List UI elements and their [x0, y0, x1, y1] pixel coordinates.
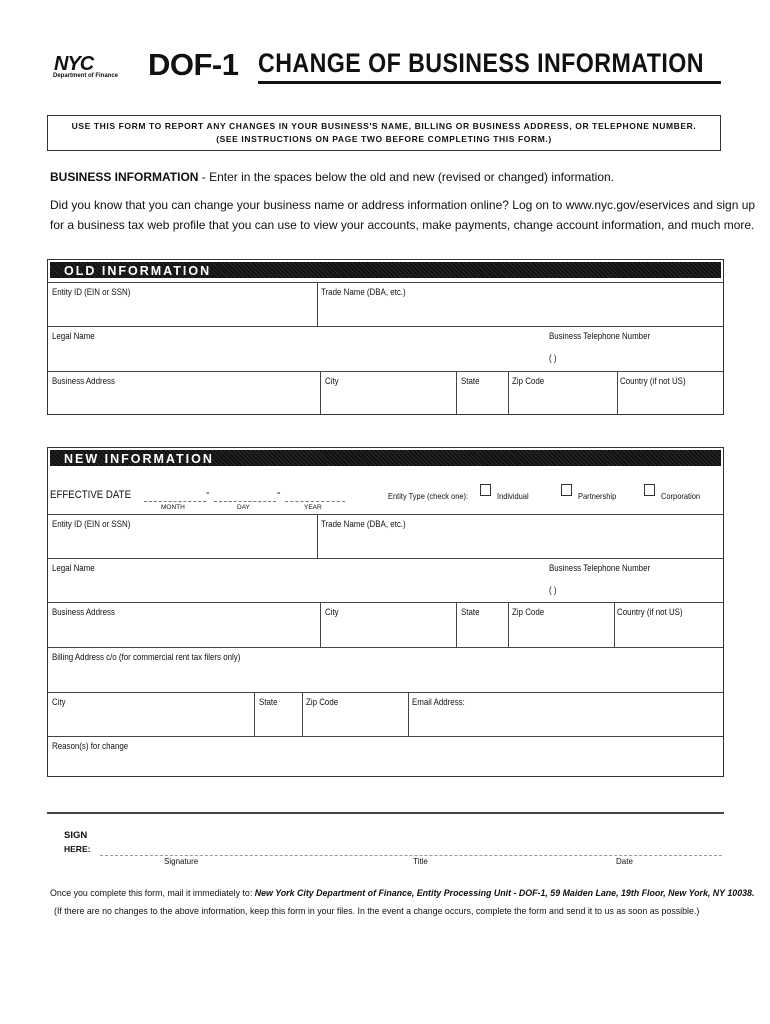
signature-divider — [47, 812, 724, 814]
billing-address-label[interactable]: Billing Address c/o (for commercial rent tax filers only) — [52, 652, 241, 662]
form-id: DOF-1 — [148, 47, 239, 82]
old-address-label[interactable]: Business Address — [52, 376, 115, 386]
new-city-label: City — [325, 607, 339, 617]
new-city-cell[interactable] — [320, 603, 456, 647]
date-caption: Date — [616, 857, 633, 866]
old-state-cell[interactable] — [456, 372, 508, 415]
old-entity-id-label[interactable]: Entity ID (EIN or SSN) — [52, 287, 131, 297]
old-city-cell[interactable] — [320, 372, 456, 415]
reasons-row — [48, 736, 723, 777]
page-title: CHANGE OF BUSINESS INFORMATION — [258, 48, 704, 78]
old-trade-name-cell[interactable] — [317, 283, 723, 326]
notice-line-2: (SEE INSTRUCTIONS ON PAGE TWO BEFORE COMPLETING THIS FORM.) — [216, 134, 552, 144]
old-country-label: Country (if not US) — [620, 376, 686, 386]
old-information-section — [47, 259, 724, 415]
business-info-heading: BUSINESS INFORMATION — [50, 170, 199, 184]
new-row-2 — [48, 558, 723, 602]
new-country-label: Country (if not US) — [617, 607, 683, 617]
partnership-checkbox[interactable] — [561, 484, 572, 496]
mailing-address: New York City Department of Finance, Entity Processing Unit - DOF-1, 59 Maiden Lane, 19th Floor, New York, NY 10038. — [254, 888, 755, 899]
notice-box — [47, 115, 721, 151]
online-info-line-1: Did you know that you can change your business name or address information online? Log on to www.nyc.gov/eservices and sign up — [50, 198, 756, 212]
month-caption: MONTH — [161, 504, 185, 511]
date-separator-1: - — [206, 485, 210, 499]
new-information-section — [47, 447, 724, 777]
old-row-3 — [48, 371, 723, 415]
new-legal-name-label[interactable]: Legal Name — [52, 563, 95, 573]
old-trade-name-label: Trade Name (DBA, etc.) — [321, 287, 406, 297]
new-zip-label: Zip Code — [512, 607, 545, 617]
billing-state-label: State — [259, 697, 278, 707]
old-information-heading: OLD INFORMATION — [48, 260, 723, 280]
billing-zip-label: Zip Code — [306, 697, 339, 707]
new-state-label: State — [461, 607, 480, 617]
month-field[interactable] — [144, 501, 206, 502]
online-info-line-2: for a business tax web profile that you can use to view your accounts, make payments, change account information, and much more. — [50, 218, 755, 232]
footer-note: (If there are no changes to the above information, keep this form in your files. In the event a change occurs, complete the form and send it to us as soon as possible.) — [54, 906, 700, 917]
logo-subtext: Department of Finance — [53, 73, 119, 79]
old-row-1 — [48, 282, 723, 326]
day-field[interactable] — [214, 501, 276, 502]
reasons-label[interactable]: Reason(s) for change — [52, 741, 129, 751]
notice-line-1: USE THIS FORM TO REPORT ANY CHANGES IN YOUR BUSINESS'S NAME, BILLING OR BUSINESS ADDRESS, OR TELEPHONE NUMBER. — [71, 121, 697, 131]
new-country-cell[interactable] — [614, 603, 723, 647]
old-legal-name-label[interactable]: Legal Name — [52, 331, 95, 341]
effective-date-label: EFFECTIVE DATE — [50, 489, 132, 501]
billing-city-label[interactable]: City — [52, 697, 66, 707]
new-information-heading: NEW INFORMATION — [48, 448, 723, 468]
new-trade-name-cell[interactable] — [317, 515, 723, 558]
mailing-instructions — [50, 888, 754, 899]
title-underline — [258, 81, 721, 84]
new-phone-label[interactable]: Business Telephone Number — [549, 563, 651, 573]
day-caption: DAY — [237, 504, 250, 511]
title-caption: Title — [413, 857, 428, 866]
billing-state-cell[interactable] — [254, 693, 302, 736]
entity-type-label: Entity Type (check one): — [388, 491, 469, 501]
email-cell[interactable] — [408, 693, 723, 736]
new-row-1 — [48, 514, 723, 558]
new-phone-area-code: ( ) — [549, 585, 557, 595]
individual-checkbox[interactable] — [480, 484, 491, 496]
year-field[interactable] — [285, 501, 345, 502]
signature-caption: Signature — [164, 857, 199, 866]
old-zip-cell[interactable] — [508, 372, 617, 415]
billing-row — [48, 647, 723, 692]
corporation-checkbox[interactable] — [644, 484, 655, 496]
business-info-note: - Enter in the spaces below the old and new (revised or changed) information. — [198, 170, 615, 184]
new-row-3 — [48, 602, 723, 647]
old-state-label: State — [461, 376, 480, 386]
new-state-cell[interactable] — [456, 603, 508, 647]
mailing-prefix: Once you complete this form, mail it immediately to: — [50, 888, 255, 899]
new-address-label[interactable]: Business Address — [52, 607, 115, 617]
old-phone-label[interactable]: Business Telephone Number — [549, 331, 651, 341]
here-label: HERE: — [64, 844, 91, 854]
corporation-label: Corporation — [661, 491, 701, 501]
old-city-label: City — [325, 376, 339, 386]
billing-city-row — [48, 692, 723, 736]
billing-zip-cell[interactable] — [302, 693, 408, 736]
partnership-label: Partnership — [578, 491, 617, 501]
old-country-cell[interactable] — [617, 372, 723, 415]
date-separator-2: - — [277, 485, 281, 499]
nyc-logo: NYC — [54, 53, 94, 75]
sign-label: SIGN — [64, 830, 88, 841]
signature-line[interactable] — [100, 855, 722, 856]
individual-label: Individual — [497, 491, 529, 501]
old-phone-area-code: ( ) — [549, 353, 557, 363]
old-zip-label: Zip Code — [512, 376, 545, 386]
new-entity-id-label[interactable]: Entity ID (EIN or SSN) — [52, 519, 131, 529]
new-trade-name-label: Trade Name (DBA, etc.) — [321, 519, 406, 529]
year-caption: YEAR — [304, 504, 322, 511]
effective-date-row — [48, 470, 723, 514]
email-label: Email Address: — [412, 697, 465, 707]
old-row-2 — [48, 326, 723, 371]
business-info-line — [50, 170, 614, 184]
new-zip-cell[interactable] — [508, 603, 614, 647]
